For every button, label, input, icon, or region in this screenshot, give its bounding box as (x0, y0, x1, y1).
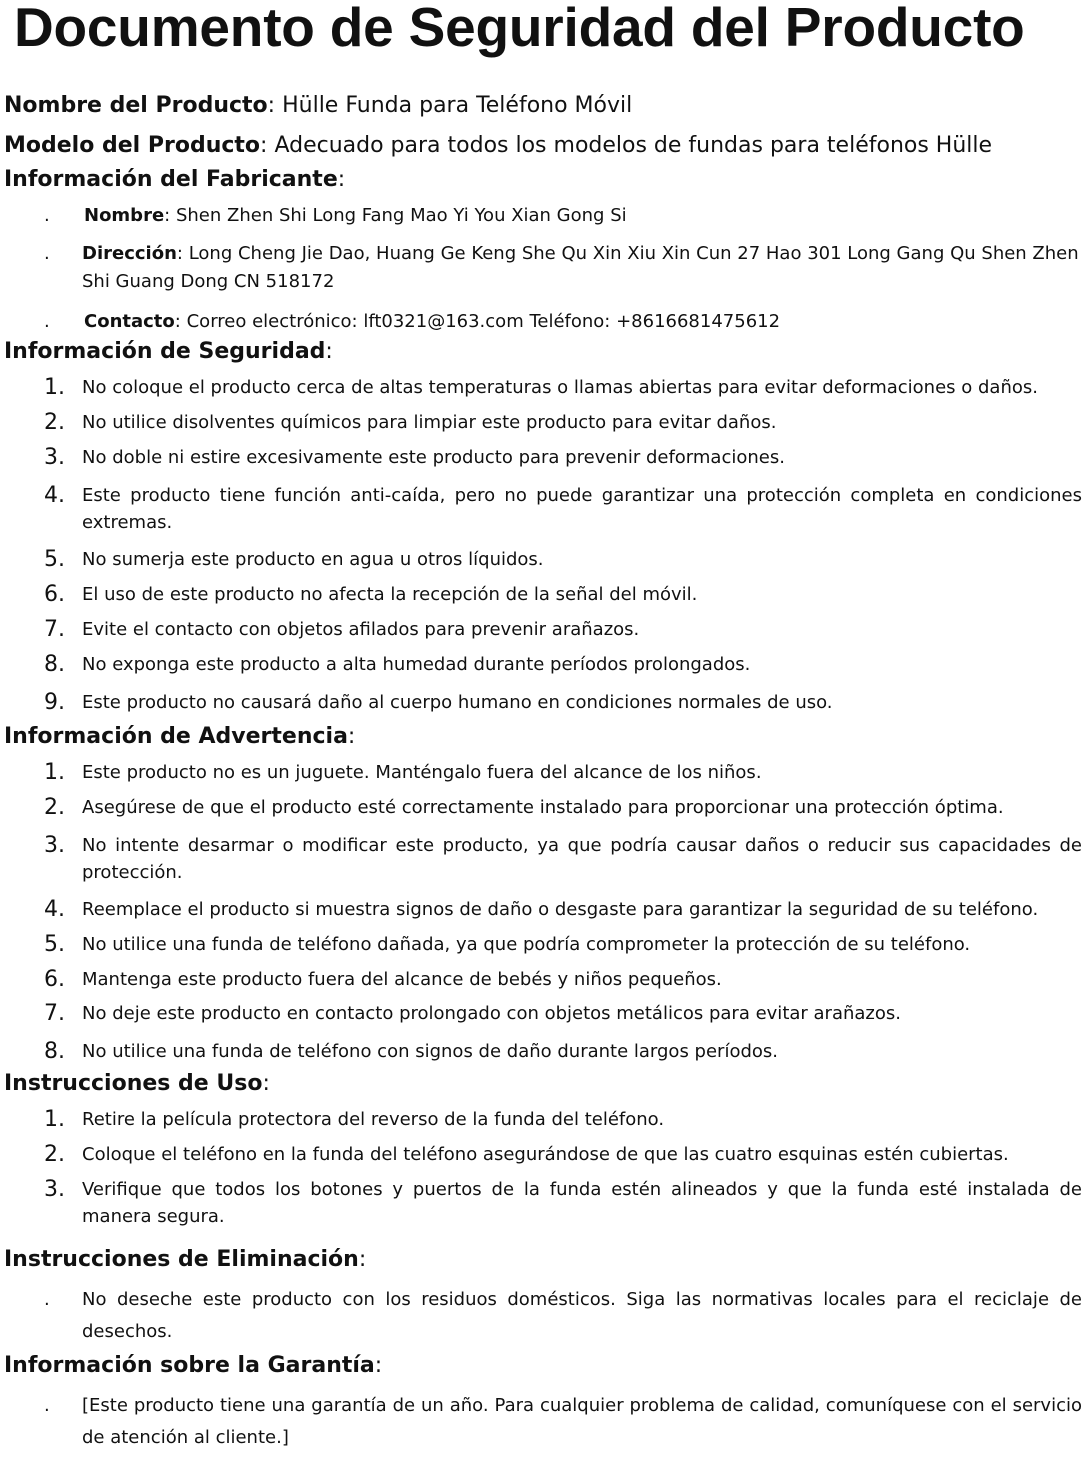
item-text: Verifique que todos los botones y puertos de la funda estén alineados y que la funda esté instalada de manera segura. (82, 1179, 1082, 1227)
item-text: Este producto no causará daño al cuerpo humano en condiciones normales de uso. (82, 692, 833, 713)
usage-heading (0, 1070, 1090, 1100)
list-item (0, 832, 1090, 896)
bullet: . (44, 1395, 50, 1416)
bullet: . (44, 1289, 50, 1310)
item-number: 8. (44, 1039, 65, 1064)
warning-heading (0, 723, 1090, 753)
list-item (0, 581, 1090, 616)
item-number: 1. (44, 1107, 65, 1132)
item-number: 1. (44, 375, 65, 400)
item-text: Evite el contacto con objetos afilados para prevenir arañazos. (82, 619, 640, 640)
item-text: No doble ni estire excesivamente este producto para prevenir deformaciones. (82, 447, 785, 468)
product-name-line (0, 92, 1090, 126)
list-item (0, 931, 1090, 966)
item-number: 7. (44, 1001, 65, 1026)
item-text: Este producto tiene función anti-caída, pero no puede garantizar una protección completa en condiciones extremas. (82, 485, 1082, 533)
list-item (0, 1176, 1090, 1242)
list-item (0, 444, 1090, 482)
list-item (0, 1000, 1090, 1038)
item-number: 1. (44, 760, 65, 785)
item-text: No utilice una funda de teléfono dañada, ya que podría comprometer la protección de su teléfono. (82, 934, 971, 955)
item-number: 6. (44, 967, 65, 992)
item-number: 6. (44, 582, 65, 607)
product-model-line (0, 132, 1090, 166)
manufacturer-address-value: Long Cheng Jie Dao, Huang Ge Keng She Qu Xin Xiu Xin Cun 27 Hao 301 Long Gang Qu Shen Zhen Shi Guang Dong CN 518172 (82, 243, 1079, 292)
list-item (0, 759, 1090, 794)
item-number: 7. (44, 617, 65, 642)
colon: : (260, 133, 268, 158)
warranty-text: [Este producto tiene una garantía de un año. Para cualquier problema de calidad, comuníquese con el servicio de atención al cliente.] (82, 1395, 1082, 1448)
warranty-row (0, 1390, 1090, 1458)
page-title: Documento de Seguridad del Producto (14, 0, 1025, 58)
bullet: . (44, 205, 50, 226)
colon: : (174, 311, 181, 332)
safety-heading (0, 338, 1090, 368)
item-text: El uso de este producto no afecta la recepción de la señal del móvil. (82, 584, 698, 605)
list-item (0, 546, 1090, 581)
list-item (0, 896, 1090, 931)
section-heading: Información del Fabricante (4, 167, 338, 192)
list-item (0, 966, 1090, 1000)
disposal-heading (0, 1246, 1090, 1280)
item-number: 3. (44, 833, 65, 858)
section-heading: Instrucciones de Eliminación (4, 1247, 359, 1272)
section-heading: Información de Seguridad (4, 339, 326, 364)
list-item (0, 374, 1090, 409)
bullet: . (44, 311, 50, 332)
item-text: Retire la película protectora del reverso de la funda del teléfono. (82, 1109, 665, 1130)
item-text: Coloque el teléfono en la funda del teléfono asegurándose de que las cuatro esquinas estén cubiertas. (82, 1144, 1009, 1165)
warning-list (0, 759, 1090, 1070)
section-heading: Instrucciones de Uso (4, 1071, 263, 1096)
disposal-text: No deseche este producto con los residuos domésticos. Siga las normativas locales para el reciclaje de desechos. (82, 1289, 1082, 1342)
item-number: 3. (44, 1177, 65, 1202)
manufacturer-address-row (0, 240, 1090, 302)
item-number: 5. (44, 547, 65, 572)
colon: : (337, 167, 346, 192)
item-number: 3. (44, 445, 65, 470)
item-text: Asegúrese de que el producto esté correctamente instalado para proporcionar una protección óptima. (82, 797, 1004, 818)
warranty-heading (0, 1352, 1090, 1386)
manufacturer-address-label: Dirección (82, 243, 177, 264)
colon: : (347, 724, 356, 749)
list-item (0, 1141, 1090, 1176)
manufacturer-name-row (0, 202, 1090, 234)
usage-list (0, 1106, 1090, 1242)
disposal-row (0, 1284, 1090, 1352)
list-item (0, 1038, 1090, 1070)
item-text: Este producto no es un juguete. Manténgalo fuera del alcance de los niños. (82, 762, 762, 783)
manufacturer-name-label: Nombre (84, 205, 165, 226)
section-heading: Información de Advertencia (4, 724, 348, 749)
colon: : (325, 339, 333, 364)
item-number: 2. (44, 795, 65, 820)
list-item (0, 794, 1090, 832)
manufacturer-heading (0, 166, 1090, 196)
manufacturer-contact-label: Contacto (84, 311, 175, 332)
list-item (0, 616, 1090, 651)
document-body (0, 90, 1090, 1458)
colon: : (164, 205, 171, 226)
item-text: No intente desarmar o modificar este producto, ya que podría causar daños o reducir sus capacidades de protección. (82, 835, 1082, 883)
colon: : (262, 1071, 270, 1096)
section-heading: Información sobre la Garantía (4, 1353, 375, 1378)
item-number: 4. (44, 897, 65, 922)
item-text: Reemplace el producto si muestra signos de daño o desgaste para garantizar la seguridad de su teléfono. (82, 899, 1039, 920)
product-model-label: Modelo del Producto (4, 133, 261, 158)
list-item (0, 482, 1090, 546)
item-number: 8. (44, 652, 65, 677)
product-name-label: Nombre del Producto (4, 93, 268, 118)
item-number: 4. (44, 483, 65, 508)
item-text: Mantenga este producto fuera del alcance de bebés y niños pequeños. (82, 969, 722, 990)
list-item (0, 409, 1090, 444)
manufacturer-contact-value: Correo electrónico: lft0321@163.com Teléfono: +8616681475612 (186, 311, 781, 332)
product-name-value: Hülle Funda para Teléfono Móvil (282, 93, 633, 118)
colon: : (267, 93, 276, 118)
list-item (0, 1106, 1090, 1141)
item-number: 2. (44, 410, 65, 435)
item-text: No deje este producto en contacto prolongado con objetos metálicos para evitar arañazos. (82, 1003, 901, 1024)
colon: : (176, 243, 183, 264)
colon: : (358, 1247, 367, 1272)
item-text: No utilice disolventes químicos para limpiar este producto para evitar daños. (82, 412, 777, 433)
bullet: . (44, 243, 50, 264)
manufacturer-contact-row (0, 308, 1090, 338)
item-text: No coloque el producto cerca de altas temperaturas o llamas abiertas para evitar deformaciones o daños. (82, 377, 1038, 398)
item-number: 5. (44, 932, 65, 957)
item-text: No sumerja este producto en agua u otros líquidos. (82, 549, 544, 570)
list-item (0, 651, 1090, 689)
item-number: 2. (44, 1142, 65, 1167)
colon: : (374, 1353, 383, 1378)
item-text: No exponga este producto a alta humedad durante períodos prolongados. (82, 654, 751, 675)
product-model-value: Adecuado para todos los modelos de fundas para teléfonos Hülle (274, 133, 993, 158)
item-text: No utilice una funda de teléfono con signos de daño durante largos períodos. (82, 1041, 778, 1062)
manufacturer-name-value: Shen Zhen Shi Long Fang Mao Yi You Xian Gong Si (175, 205, 627, 226)
safety-list (0, 374, 1090, 723)
list-item (0, 689, 1090, 723)
item-number: 9. (44, 690, 65, 715)
